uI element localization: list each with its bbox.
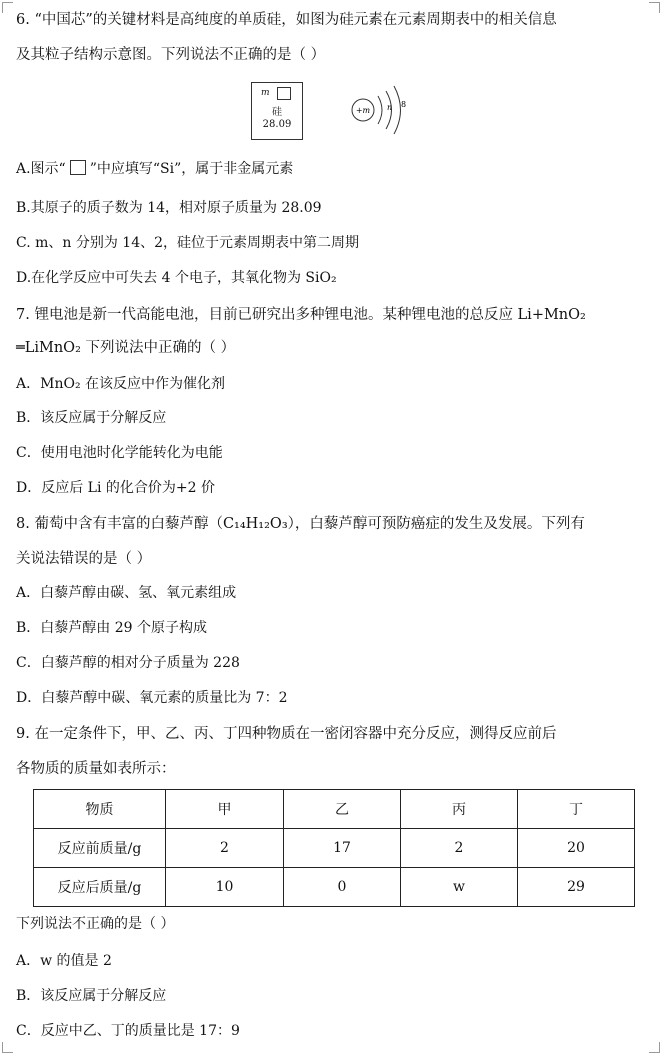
crop-mark-bottom-right xyxy=(649,1042,660,1053)
q6-stem-line2: 及其粒子结构示意图。下列说法不正确的是（ ） xyxy=(16,47,326,63)
table-header-cell: 丁 xyxy=(518,790,635,829)
q8-option-c: C．白藜芦醇的相对分子质量为 228 xyxy=(16,655,240,671)
q9-stem-line1: 9. 在一定条件下，甲、乙、丙、丁四种物质在一密闭容器中充分反应，测得反应前后 xyxy=(16,726,557,742)
q6-option-a-suffix: ”中应填写“Si”，属于非金属元素 xyxy=(89,161,294,177)
table-row xyxy=(34,868,635,907)
table-header-cell: 甲 xyxy=(166,790,284,829)
q6-stem-line1: 6. “中国芯”的关键材料是高纯度的单质硅，如图为硅元素在元素周期表中的相关信息 xyxy=(16,12,557,28)
q7-option-a: A．MnO₂ 在该反应中作为催化剂 xyxy=(16,376,226,392)
table-header-cell: 物质 xyxy=(34,790,166,829)
q7-option-d: D．反应后 Li 的化合价为+2 价 xyxy=(16,480,215,496)
q7-stem-line2: ═LiMnO₂ 下列说法中正确的（ ） xyxy=(16,340,236,356)
outer-shell-count: 8 xyxy=(401,100,407,109)
electron-shell-3 xyxy=(394,86,401,134)
q8-option-a: A．白藜芦醇由碳、氢、氧元素组成 xyxy=(16,585,237,601)
q7-stem-line1: 7. 锂电池是新一代高能电池，目前已研究出多种锂电池。某种锂电池的总反应 Li+MnO₂ xyxy=(16,307,586,323)
crop-mark-top-right xyxy=(649,2,660,13)
table-cell: 20 xyxy=(518,829,635,868)
q6-option-a xyxy=(16,159,293,179)
q6-option-d: D.在化学反应中可失去 4 个电子，其氧化物为 SiO₂ xyxy=(16,270,337,286)
mass-table xyxy=(33,789,635,907)
q6-option-b: B.其原子的质子数为 14，相对原子质量为 28.09 xyxy=(16,200,322,216)
crop-mark-top-left xyxy=(2,2,13,13)
silicon-figure xyxy=(251,82,411,142)
symbol-blank-box xyxy=(277,87,291,100)
blank-box-icon xyxy=(70,160,86,175)
q8-option-b: B．白藜芦醇由 29 个原子构成 xyxy=(16,620,208,636)
q9-after-table: 下列说法不正确的是（ ） xyxy=(16,916,175,932)
table-cell: 17 xyxy=(284,829,401,868)
table-header-cell: 丙 xyxy=(401,790,518,829)
atom-structure-diagram xyxy=(345,82,415,142)
crop-mark-bottom-left xyxy=(2,1042,13,1053)
q9-option-b: B．该反应属于分解反应 xyxy=(16,988,167,1004)
table-header-row xyxy=(34,790,635,829)
table-header-cell: 乙 xyxy=(284,790,401,829)
q6-option-a-prefix: A.图示“ xyxy=(16,161,66,177)
table-cell: 反应前质量/g xyxy=(34,829,166,868)
q9-stem-line2: 各物质的质量如表所示： xyxy=(16,761,176,777)
q7-option-b: B．该反应属于分解反应 xyxy=(16,410,167,426)
table-cell: 2 xyxy=(166,829,284,868)
q8-stem-line2: 关说法错误的是（ ） xyxy=(16,551,152,567)
atomic-mass: 28.09 xyxy=(262,119,292,130)
electron-shell-1 xyxy=(378,96,382,124)
q8-option-d: D．白藜芦醇中碳、氧元素的质量比为 7：2 xyxy=(16,690,288,706)
element-name: 硅 xyxy=(272,107,282,118)
q9-option-a: A．w 的值是 2 xyxy=(16,953,112,969)
q8-stem-line1: 8. 葡萄中含有丰富的白藜芦醇（C₁₄H₁₂O₃），白藜芦醇可预防癌症的发生及发展。下列有 xyxy=(16,516,585,532)
table-cell: w xyxy=(401,868,518,907)
table-row xyxy=(34,829,635,868)
q7-option-c: C．使用电池时化学能转化为电能 xyxy=(16,445,223,461)
table-cell: 反应后质量/g xyxy=(34,868,166,907)
q9-option-c: C．反应中乙、丁的质量比是 17：9 xyxy=(16,1023,240,1039)
q6-option-c: C. m、n 分别为 14、2，硅位于元素周期表中第二周期 xyxy=(16,235,360,251)
table-cell: 29 xyxy=(518,868,635,907)
shell-n-label: n xyxy=(387,103,393,112)
atomic-number-label: m xyxy=(261,88,270,98)
table-cell: 0 xyxy=(284,868,401,907)
periodic-table-cell xyxy=(251,82,303,140)
table-cell: 2 xyxy=(401,829,518,868)
table-cell: 10 xyxy=(166,868,284,907)
nucleus-label: +m xyxy=(355,106,371,115)
